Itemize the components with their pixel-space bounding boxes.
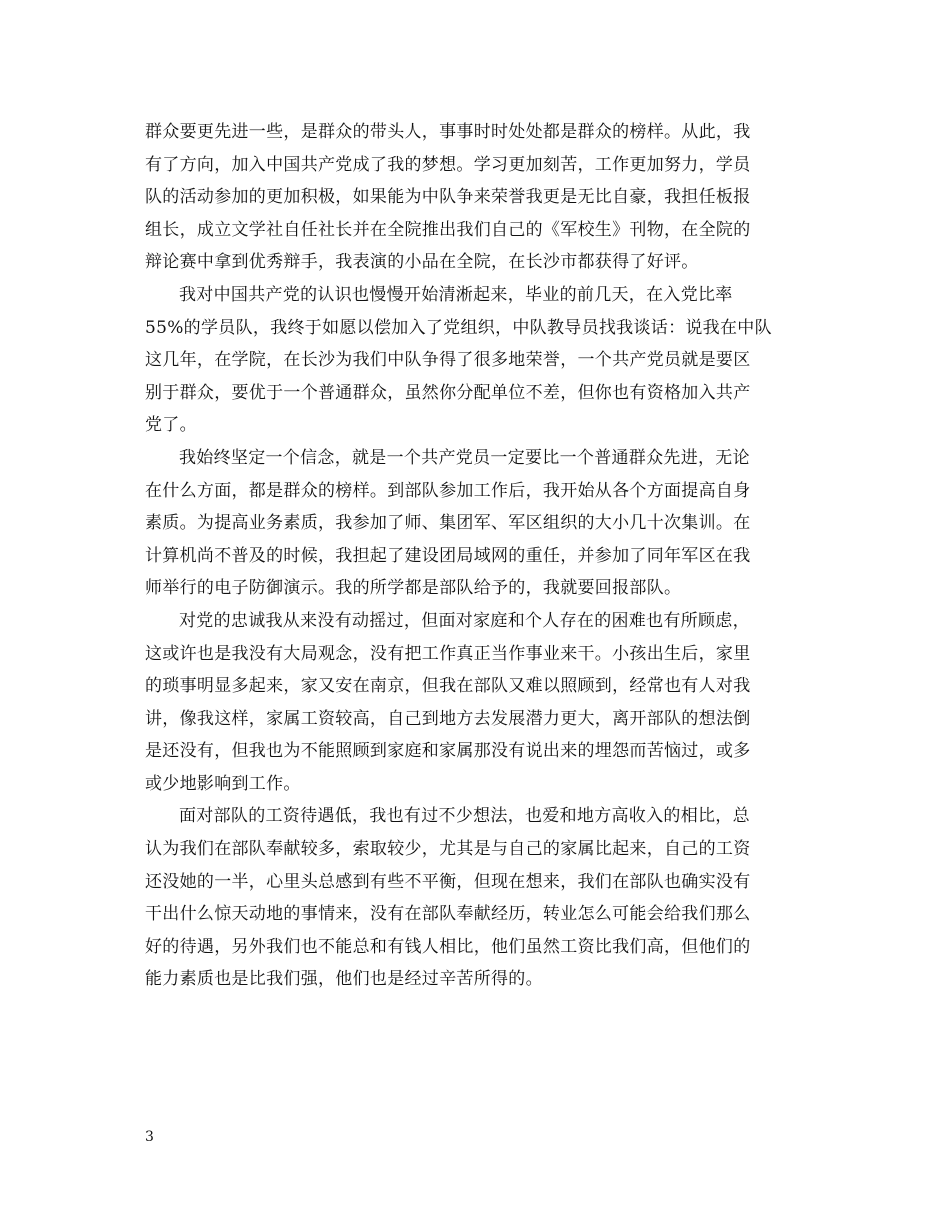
text-line: 别于群众，要优于一个普通群众，虽然你分配单位不差，但你也有资格加入共产 [145,382,751,403]
body-text [145,116,807,996]
text-line: 干出什么惊天动地的事情来，没有在部队奉献经历，转业怎么可能会给我们那么 [145,904,751,925]
text-line: 计算机尚不普及的时候，我担起了建设团局域网的重任，并参加了同年军区在我 [145,545,751,566]
text-line: 有了方向，加入中国共产党成了我的梦想。学习更加刻苦，工作更加努力，学员 [145,154,751,175]
text-line: 好的待遇，另外我们也不能总和有钱人相比，他们虽然工资比我们高，但他们的 [145,936,751,957]
text-line: 面对部队的工资待遇低，我也有过不少想法，也爱和地方高收入的相比，总 [179,806,750,827]
text-line: 这或许也是我没有大局观念，没有把工作真正当作事业来干。小孩出生后，家里 [145,643,751,664]
text-line: 能力素质也是比我们强，他们也是经过辛苦所得的。 [145,969,543,990]
text-line: 这几年，在学院，在长沙为我们中队争得了很多地荣誉，一个共产党员就是要区 [145,350,751,371]
text-line: 或少地影响到工作。 [145,773,301,794]
text-line: 辩论赛中拿到优秀辩手，我表演的小品在全院，在长沙市都获得了好评。 [145,252,699,273]
text-line: 党了。 [145,415,197,436]
text-line: 认为我们在部队奉献较多，索取较少，尤其是与自己的家属比起来，自己的工资 [145,839,751,860]
text-line: 队的活动参加的更加积极，如果能为中队争来荣誉我更是无比自豪，我担任板报 [145,187,751,208]
text-line: 在什么方面，都是群众的榜样。到部队参加工作后，我开始从各个方面提高自身 [145,480,751,501]
text-line: 我始终坚定一个信念，就是一个共产党员一定要比一个普通群众先进，无论 [179,447,750,468]
text-line: 师举行的电子防御演示。我的所学都是部队给予的，我就要回报部队。 [145,578,682,599]
text-line: 还没她的一半，心里头总感到有些不平衡，但现在想来，我们在部队也确实没有 [145,871,751,892]
text-line: 我对中国共产党的认识也慢慢开始清淅起来，毕业的前几天，在入党比率 [179,284,733,305]
text-line: 组长，成立文学社自任社长并在全院推出我们自己的《军校生》刊物，在全院的 [145,219,751,240]
page-number: 3 [145,1129,154,1145]
text-line: 对党的忠诚我从来没有动摇过，但面对家庭和个人存在的困难也有所顾虑， [179,610,750,631]
text-line: 素质。为提高业务素质，我参加了师、集团军、军区组织的大小几十次集训。在 [145,513,751,534]
text-line: 群众要更先进一些，是群众的带头人，事事时时处处都是群众的榜样。从此，我 [145,122,751,142]
text-line: 的琐事明显多起来，家又安在南京，但我在部队又难以照顾到，经常也有人对我 [145,676,751,697]
text-line: 讲，像我这样，家属工资较高，自己到地方去发展潜力更大，离开部队的想法倒 [145,708,751,729]
text-line: 55%的学员队，我终于如愿以偿加入了党组织，中队教导员找我谈话：说我在中队 [145,317,772,338]
text-line: 是还没有，但我也为不能照顾到家庭和家属那没有说出来的埋怨而苦恼过，或多 [145,741,751,762]
